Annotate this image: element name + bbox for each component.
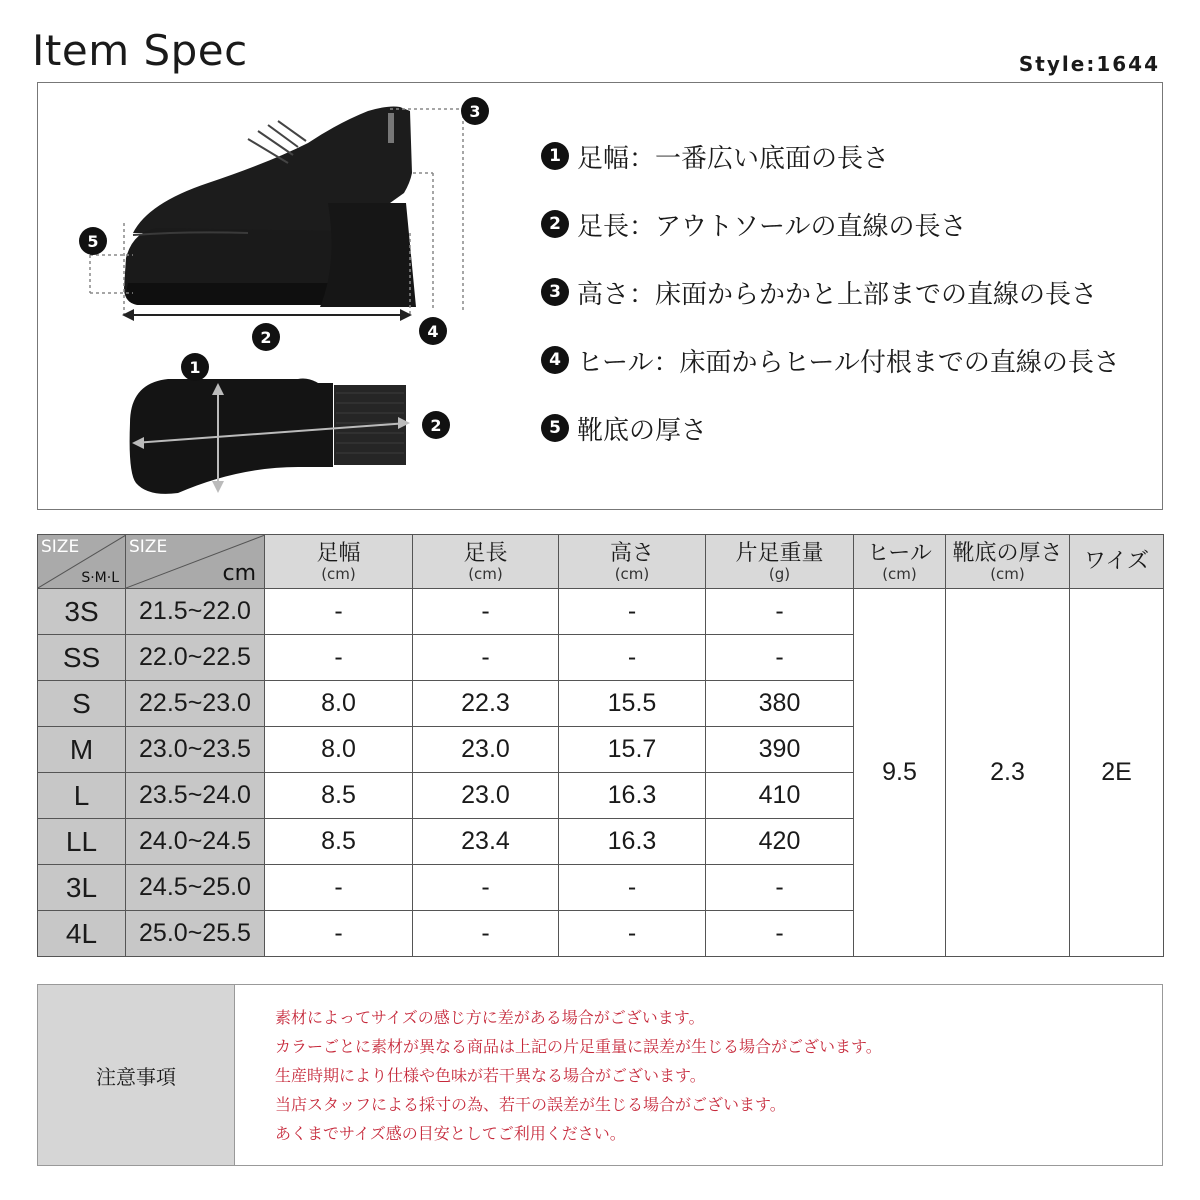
header-unit: (cm) [321,564,356,583]
foot-length-value: - [413,635,559,681]
measurement-legend [541,139,1120,479]
header-label: 片足重量 [735,540,824,566]
foot-length-value: 22.3 [413,681,559,727]
foot-length-value: 23.0 [413,773,559,819]
foot-length-value: 23.4 [413,819,559,865]
header-weight [706,535,854,589]
size-cm: 24.0~24.5 [126,819,265,865]
legend-item-4 [541,343,1120,377]
weight-value: - [706,589,854,635]
height-value: 15.7 [559,727,706,773]
header-label: 靴底の厚さ [952,540,1063,566]
weight-value: 410 [706,773,854,819]
header-unit: (cm) [882,564,917,583]
size-label: 4L [38,911,126,957]
size-label: 3S [38,589,126,635]
notes-body [235,985,882,1165]
header-unit: (cm) [990,564,1025,583]
foot-length-value: 23.0 [413,727,559,773]
diagram-label-2b: 2 [430,416,442,435]
height-value: - [559,635,706,681]
legend-item-3 [541,275,1120,309]
sole-value: 2.3 [946,589,1070,957]
size-label: LL [38,819,126,865]
legend-item-2 [541,207,1120,241]
foot-width-value: - [265,911,413,957]
note-line: カラーごとに素材が異なる商品は上記の片足重量に誤差が生じる場合がございます。 [275,1037,882,1056]
foot-width-value: - [265,589,413,635]
foot-width-value: 8.0 [265,681,413,727]
legend-number-3: 3 [541,278,569,306]
height-value: - [559,911,706,957]
foot-width-value: - [265,635,413,681]
legend-number-2: 2 [541,210,569,238]
height-value: - [559,865,706,911]
foot-width-value: - [265,865,413,911]
header-label: 足幅 [316,540,361,566]
weight-value: - [706,865,854,911]
size-cm: 23.0~23.5 [126,727,265,773]
height-value: - [559,589,706,635]
note-line: 素材によってサイズの感じ方に差がある場合がございます。 [275,1008,705,1027]
weight-value: 390 [706,727,854,773]
foot-length-value: - [413,911,559,957]
shoe-measurement-diagram [38,83,518,509]
shoe-sole-view [130,379,410,494]
note-line: 生産時期により仕様や色味が若干異なる場合がございます。 [275,1066,706,1085]
size-cm: 22.5~23.0 [126,681,265,727]
table-row [38,589,1164,635]
size-label: SS [38,635,126,681]
weight-value: - [706,635,854,681]
weight-value: 380 [706,681,854,727]
header-unit: (g) [768,564,791,583]
style-code: Style:1644 [1018,52,1160,76]
corner-cm-top: SIZE [129,537,168,557]
table-header-row [38,535,1164,589]
diagram-label-5: 5 [87,232,99,251]
header-heel [854,535,946,589]
legend-text-3: 高さ：床面からかかと上部までの直線の長さ [577,279,1098,310]
height-value: 16.3 [559,819,706,865]
page-title: Item Spec [32,26,248,75]
note-line: 当店スタッフによる採寸の為、若干の誤差が生じる場合がございます。 [275,1095,786,1114]
diagram-label-4: 4 [427,322,439,341]
legend-number-5: 5 [541,414,569,442]
legend-text-1: 足幅：一番広い底面の長さ [577,143,890,174]
weight-value: 420 [706,819,854,865]
size-cm: 24.5~25.0 [126,865,265,911]
size-cm: 21.5~22.0 [126,589,265,635]
header-label: ワイズ [1083,548,1150,574]
spec-diagram-box [37,82,1163,510]
shoe-side-view [124,107,416,308]
size-label: L [38,773,126,819]
heel-value: 9.5 [854,589,946,957]
foot-length-value: - [413,865,559,911]
legend-number-4: 4 [541,346,569,374]
notes-label: 注意事項 [38,985,235,1165]
legend-text-4: ヒール：床面からヒール付根までの直線の長さ [577,347,1120,378]
corner-sml-bottom: S·M·L [81,570,119,586]
header-label: 足長 [463,540,508,566]
legend-item-1 [541,139,1120,173]
diagram-label-1: 1 [189,358,201,377]
size-cm: 25.0~25.5 [126,911,265,957]
wise-value: 2E [1070,589,1164,957]
diagram-label-3: 3 [469,102,481,121]
foot-length-value: - [413,589,559,635]
header-wise [1070,535,1164,589]
header-label: 高さ [609,540,654,566]
size-label: S [38,681,126,727]
foot-width-value: 8.5 [265,819,413,865]
diagram-label-2: 2 [260,328,272,347]
size-table [37,534,1164,957]
size-label: 3L [38,865,126,911]
size-label: M [38,727,126,773]
header-sole [946,535,1070,589]
height-value: 15.5 [559,681,706,727]
corner-cell-sml [38,535,126,589]
size-cm: 22.0~22.5 [126,635,265,681]
weight-value: - [706,911,854,957]
note-line: あくまでサイズ感の目安としてご利用ください。 [275,1124,626,1143]
height-value: 16.3 [559,773,706,819]
header-unit: (cm) [468,564,503,583]
legend-text-5: 靴底の厚さ [577,415,708,446]
corner-cm-bottom: cm [222,561,256,586]
header-foot-length [413,535,559,589]
foot-width-value: 8.0 [265,727,413,773]
header-foot-width [265,535,413,589]
header-label: ヒール [867,540,932,566]
corner-cell-cm [126,535,265,589]
header-height [559,535,706,589]
legend-item-5 [541,411,1120,445]
legend-number-1: 1 [541,142,569,170]
size-cm: 23.5~24.0 [126,773,265,819]
foot-width-value: 8.5 [265,773,413,819]
header-unit: (cm) [614,564,650,583]
corner-sml-top: SIZE [41,537,80,557]
notes-box [37,984,1163,1166]
legend-text-2: 足長：アウトソールの直線の長さ [577,211,967,242]
